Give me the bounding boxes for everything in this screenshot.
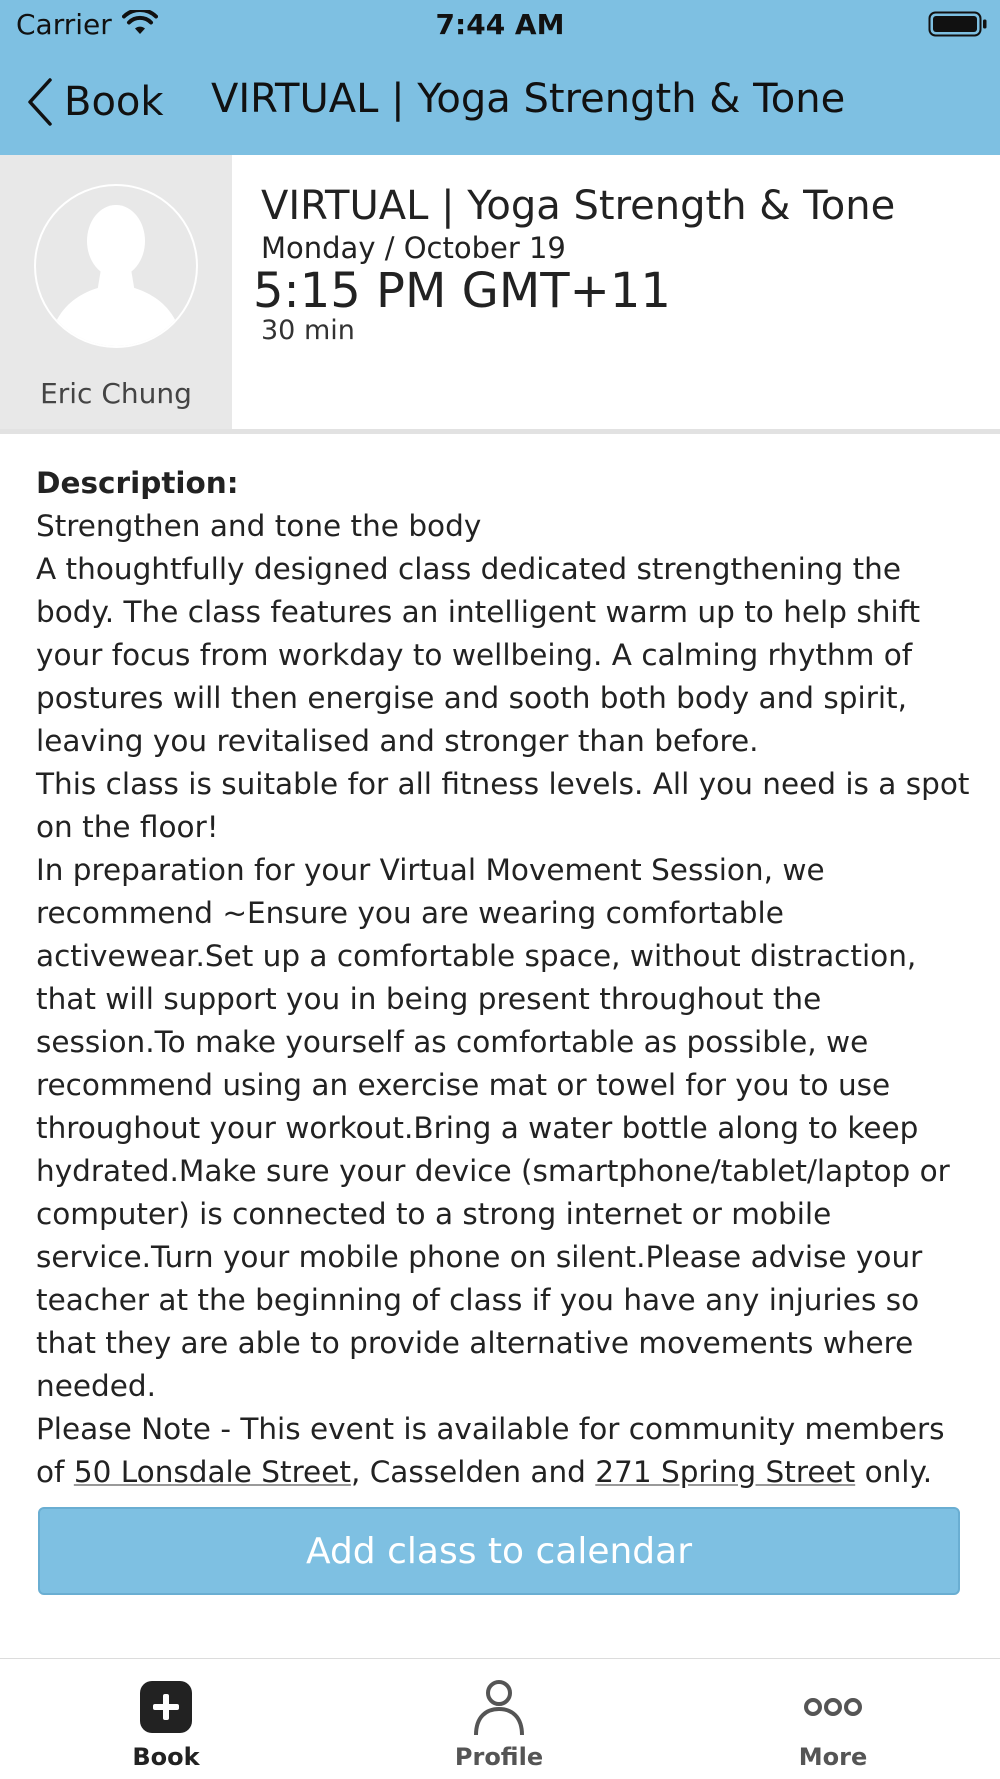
tab-more[interactable] bbox=[733, 1659, 933, 1779]
address-link-spring[interactable]: 271 Spring Street bbox=[595, 1455, 856, 1489]
tab-label: Book bbox=[132, 1743, 200, 1771]
note-text: , Casselden and bbox=[350, 1455, 596, 1489]
class-time: 5:15 PM GMT+11 bbox=[253, 263, 671, 319]
tab-book[interactable] bbox=[66, 1659, 266, 1779]
tab-bar bbox=[0, 1658, 1000, 1779]
class-header bbox=[0, 155, 1000, 433]
status-bar bbox=[0, 0, 1000, 50]
description-subtitle: Strengthen and tone the body bbox=[36, 509, 482, 543]
class-duration: 30 min bbox=[261, 315, 355, 346]
avatar-placeholder-icon bbox=[31, 181, 201, 351]
instructor-name: Eric Chung bbox=[40, 377, 192, 410]
ellipsis-icon bbox=[803, 1677, 863, 1737]
person-icon bbox=[469, 1677, 529, 1737]
add-to-calendar-button[interactable]: Add class to calendar bbox=[38, 1507, 960, 1595]
class-description bbox=[36, 462, 976, 1494]
description-paragraph: This class is suitable for all fitness levels. All you need is a spot on the floor! bbox=[36, 767, 970, 844]
nav-title: VIRTUAL | Yoga Strength & Tone bbox=[211, 76, 846, 122]
class-date: Monday / October 19 bbox=[261, 231, 566, 265]
back-button-label: Book bbox=[64, 79, 164, 125]
chevron-left-icon bbox=[26, 76, 54, 128]
carrier-label: Carrier bbox=[16, 8, 112, 41]
note-text: Please Note - This event is available for community members of bbox=[36, 1412, 945, 1489]
battery-icon bbox=[928, 11, 988, 37]
address-link-lonsdale[interactable]: 50 Lonsdale Street bbox=[73, 1455, 351, 1489]
back-button[interactable] bbox=[26, 74, 164, 130]
description-heading: Description: bbox=[36, 466, 239, 500]
plus-square-icon bbox=[136, 1677, 196, 1737]
description-note bbox=[36, 1408, 976, 1494]
class-title: VIRTUAL | Yoga Strength & Tone bbox=[261, 183, 896, 229]
note-text: only. bbox=[855, 1455, 933, 1489]
tab-label: Profile bbox=[454, 1743, 544, 1771]
description-paragraph: A thoughtfully designed class dedicated strengthening the body. The class features an intelligent warm up to help shift your focus from workday to wellbeing. A calming rhythm of postures will then energise and sooth both body and spirit, leaving you revitalised and stronger than before. bbox=[36, 552, 921, 758]
tab-label: More bbox=[798, 1743, 868, 1771]
section-divider bbox=[0, 429, 1000, 434]
app-header bbox=[0, 0, 1000, 155]
description-paragraph: In preparation for your Virtual Movement Session, we recommend ~Ensure you are wearing comfortable activewear.Set up a comfortable space, without distraction, that will support you in being present throughout the session.To make yourself as comfortable as possible, we recommend using an exercise mat or towel for you to use throughout your workout.Bring a water bottle along to keep hydrated.Make sure your device (smartphone/tablet/laptop or computer) is connected to a strong internet or mobile service.Turn your mobile phone on silent.Please advise your teacher at the beginning of class if you have any injuries so that they are able to provide alternative movements where needed. bbox=[36, 853, 950, 1403]
instructor-panel[interactable] bbox=[0, 155, 232, 429]
status-time: 7:44 AM bbox=[435, 8, 565, 41]
tab-profile[interactable] bbox=[399, 1659, 599, 1779]
